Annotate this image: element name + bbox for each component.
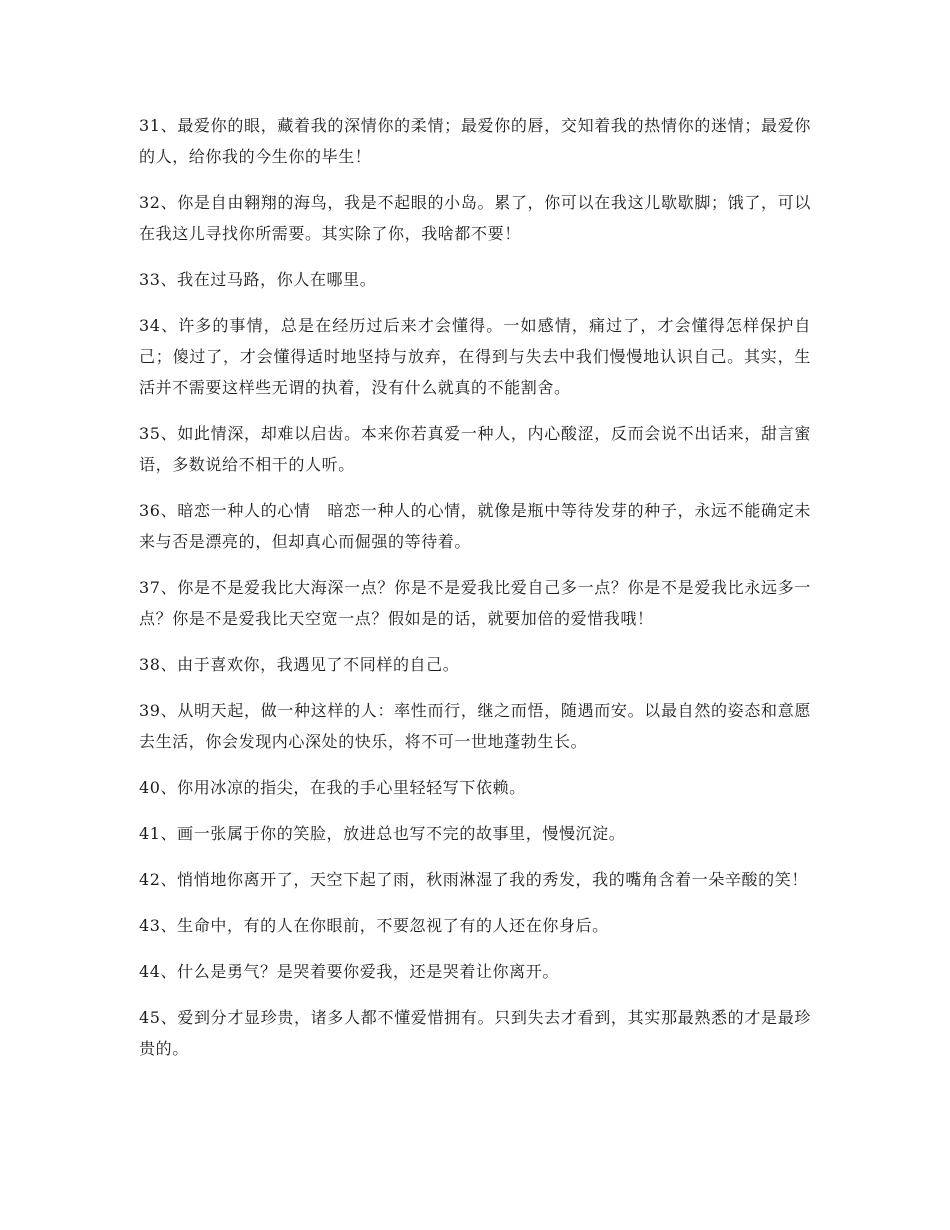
- document-body: [139, 110, 811, 1079]
- paragraph-36: 36、暗恋一种人的心情 暗恋一种人的心情，就像是瓶中等待发芽的种子，永远不能确定未来与否是漂亮的，但却真心而倔强的等待着。: [139, 501, 811, 551]
- paragraph-32: 32、你是自由翱翔的海鸟，我是不起眼的小岛。累了，你可以在我这儿歇歇脚；饿了，可以在我这儿寻找你所需要。其实除了你，我啥都不要！: [139, 193, 811, 243]
- paragraph-37: 37、你是不是爱我比大海深一点？你是不是爱我比爱自己多一点？你是不是爱我比永远多一点？你是不是爱我比天空宽一点？假如是的话，就要加倍的爱惜我哦！: [139, 578, 811, 628]
- paragraph-44: 44、什么是勇气？是哭着要你爱我，还是哭着让你离开。: [139, 962, 559, 981]
- paragraph-35: 35、如此情深，却难以启齿。本来你若真爱一种人，内心酸涩，反而会说不出话来，甜言蜜语，多数说给不相干的人听。: [139, 424, 811, 474]
- paragraph-42: 42、悄悄地你离开了，天空下起了雨，秋雨淋湿了我的秀发，我的嘴角含着一朵辛酸的笑！: [139, 870, 808, 889]
- paragraph-31: 31、最爱你的眼，藏着我的深情你的柔情；最爱你的唇，交知着我的热情你的迷情；最爱你的人，给你我的今生你的毕生！: [139, 116, 811, 166]
- paragraph-39: 39、从明天起，做一种这样的人：率性而行，继之而悟，随遇而安。以最自然的姿态和意愿去生活，你会发现内心深处的快乐，将不可一世地蓬勃生长。: [139, 701, 811, 751]
- paragraph-33: 33、我在过马路，你人在哪里。: [139, 270, 377, 289]
- paragraph-43: 43、生命中，有的人在你眼前，不要忽视了有的人还在你身后。: [139, 916, 609, 935]
- paragraph-40: 40、你用冰凉的指尖，在我的手心里轻轻写下依赖。: [139, 778, 526, 797]
- paragraph-34: 34、许多的事情，总是在经历过后来才会懂得。一如感情，痛过了，才会懂得怎样保护自己；傻过了，才会懂得适时地坚持与放弃，在得到与失去中我们慢慢地认识自己。其实，生活并不需要这样些无谓的执着，没有什么就真的不能割舍。: [139, 316, 811, 397]
- paragraph-41: 41、画一张属于你的笑脸，放进总也写不完的故事里，慢慢沉淀。: [139, 824, 626, 843]
- paragraph-45: 45、爱到分才显珍贵，诸多人都不懂爱惜拥有。只到失去才看到，其实那最熟悉的才是最珍贵的。: [139, 1008, 811, 1058]
- paragraph-38: 38、由于喜欢你，我遇见了不同样的自己。: [139, 655, 460, 674]
